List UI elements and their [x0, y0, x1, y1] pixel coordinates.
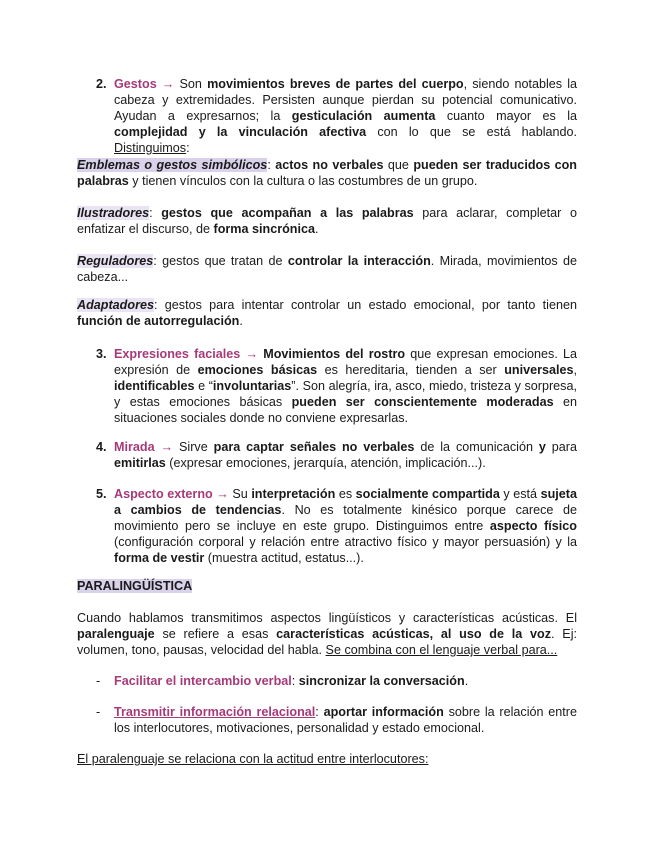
ilustradores-term [77, 206, 149, 220]
text: de la comunicación [414, 440, 539, 454]
text: Su [228, 487, 252, 501]
text: que expresan emociones. La expresión de [114, 347, 578, 377]
bold-text: paralenguaje [77, 627, 155, 641]
text: (expresar emociones, jerarquía, atención, implicación...). [165, 456, 486, 470]
bold-text: actos no verbales [275, 158, 384, 172]
text: : [186, 141, 190, 155]
facilitar-paragraph [114, 673, 577, 689]
list-number: 4. [96, 440, 107, 454]
text: que [383, 158, 414, 172]
mirada-paragraph [114, 439, 577, 471]
list-number: 5. [96, 487, 107, 501]
section-heading-text: PARALINGÜÍSTICA [77, 579, 193, 593]
aspecto-paragraph [114, 486, 577, 566]
text: (muestra actitud, estatus...). [204, 551, 364, 565]
reguladores-paragraph [77, 253, 577, 285]
text: : [291, 674, 299, 688]
bold-text: complejidad y la vinculación afectiva [114, 125, 367, 139]
text: para [545, 440, 578, 454]
text: ”. Son alegría, ira, asco, miedo, tristeza y sorpresa, y estas emociones básicas [114, 379, 577, 409]
text: . No es totalmente kinésico porque carece de movimiento pero se incluye en este grupo. Distinguimos entre [114, 503, 578, 533]
text: e “ [194, 379, 213, 393]
text: con lo que se está hablando. [366, 125, 578, 139]
closing-line [77, 751, 577, 767]
text: : [315, 705, 324, 719]
bold-text: emitirlas [114, 456, 166, 470]
bold-text: Movimientos del rostro [263, 347, 406, 361]
bold-text: gestos que acompañan a las palabras [161, 206, 414, 220]
term-text: Emblemas o gestos simbólicos [77, 158, 268, 172]
list-item-aspecto [96, 486, 577, 566]
intro-paragraph [77, 610, 577, 658]
list-item-facilitar [96, 673, 577, 689]
text: Son [174, 77, 208, 91]
bold-text: forma sincrónica [213, 222, 315, 236]
bold-text: sincronizar la conversación [298, 674, 465, 688]
text: . Mirada, movimientos de cabeza... [77, 254, 577, 284]
text: Cuando hablamos transmitimos aspectos lingüísticos y características acústicas. El [77, 611, 577, 625]
bold-text: para captar señales no verbales [213, 440, 415, 454]
list-item-gestos [96, 76, 577, 156]
bold-text: movimientos breves de partes del cuerpo [207, 77, 464, 91]
aspecto-heading: Aspecto externo → [114, 487, 229, 501]
text: , [573, 363, 577, 377]
adaptadores-term [77, 298, 154, 312]
text: , siendo notables la cabeza y extremidades. Persisten aunque pierdan su potencial comunicativo. Ayudan a expresarnos; la [114, 77, 578, 123]
bold-text: aportar información [323, 705, 444, 719]
bold-text: emociones básicas [197, 363, 318, 377]
text: : gestos para intentar controlar un estado emocional, por tanto tienen [153, 298, 577, 312]
list-number: 3. [96, 347, 107, 361]
expresiones-paragraph [114, 346, 577, 426]
bold-text: involuntarias [212, 379, 292, 393]
facilitar-heading: Facilitar el intercambio verbal [114, 674, 292, 688]
text: se refiere a esas [154, 627, 277, 641]
bold-text: forma de vestir [114, 551, 205, 565]
text: (configuración corporal y relación entre atractivo físico y mayor persuasión) y la [114, 535, 577, 549]
bold-text: función de autorregulación [77, 314, 240, 328]
reguladores-term [77, 254, 153, 268]
emblemas-term [77, 158, 267, 172]
bold-text: controlar la interacción [287, 254, 431, 268]
bold-text: sujeta a cambios de tendencias [114, 487, 577, 517]
text: y tienen vínculos con la cultura o las costumbres de un grupo. [128, 174, 478, 188]
bold-text: universales [504, 363, 574, 377]
text: . [464, 674, 469, 688]
expresiones-heading: Expresiones faciales → [114, 347, 259, 361]
bold-text: y [538, 440, 546, 454]
gestos-paragraph [114, 76, 577, 156]
list-number: 2. [96, 77, 107, 91]
term-text: Ilustradores [77, 206, 150, 220]
text: . [239, 314, 243, 328]
list-item-transmitir [96, 704, 577, 736]
bold-text: gesticulación aumenta [291, 109, 436, 123]
list-item-mirada [96, 439, 577, 471]
adaptadores-paragraph [77, 297, 577, 329]
text: : [267, 158, 276, 172]
text: para aclarar, completar o enfatizar el discurso, de [77, 206, 577, 236]
dash-bullet: - [96, 705, 101, 719]
bold-text: identificables [114, 379, 195, 393]
underlined-text: Distinguimos [114, 141, 187, 155]
dash-bullet: - [96, 674, 101, 688]
text: Sirve [173, 440, 214, 454]
bold-text: pueden ser traducidos con palabras [77, 158, 578, 188]
underlined-text: Se combina con el lenguaje verbal para... [325, 643, 558, 657]
emblemas-paragraph [77, 157, 577, 189]
bold-text: aspecto físico [489, 519, 577, 533]
bold-text: pueden ser conscientemente moderadas [291, 395, 554, 409]
text: : [149, 206, 162, 220]
mirada-heading: Mirada → [114, 440, 174, 454]
section-heading [77, 578, 577, 594]
text: sobre la relación entre los interlocutores, motivaciones, personalidad y estado emocional. [114, 705, 577, 735]
text: . [315, 222, 319, 236]
term-text: Adaptadores [77, 298, 154, 312]
transmitir-paragraph [114, 704, 577, 736]
text: y está [499, 487, 541, 501]
text: en situaciones sociales donde no conviene expresarlas. [114, 395, 578, 425]
term-text: Reguladores [77, 254, 154, 268]
bold-text: características acústicas, al uso de la voz [276, 627, 552, 641]
gestos-heading: Gestos → [114, 77, 175, 91]
bold-text: interpretación [251, 487, 336, 501]
text: es [335, 487, 356, 501]
ilustradores-paragraph [77, 205, 577, 237]
underlined-text: El paralenguaje se relaciona con la actitud entre interlocutores: [77, 752, 429, 766]
bold-text: socialmente compartida [355, 487, 500, 501]
text: . Ej: volumen, tono, pausas, velocidad del habla. [77, 627, 577, 657]
list-item-expresiones [96, 346, 577, 426]
text: cuanto mayor es la [435, 109, 577, 123]
text: : gestos que tratan de [153, 254, 288, 268]
text: es hereditaria, tienden a ser [317, 363, 505, 377]
transmitir-heading: Transmitir información relacional [114, 705, 316, 719]
